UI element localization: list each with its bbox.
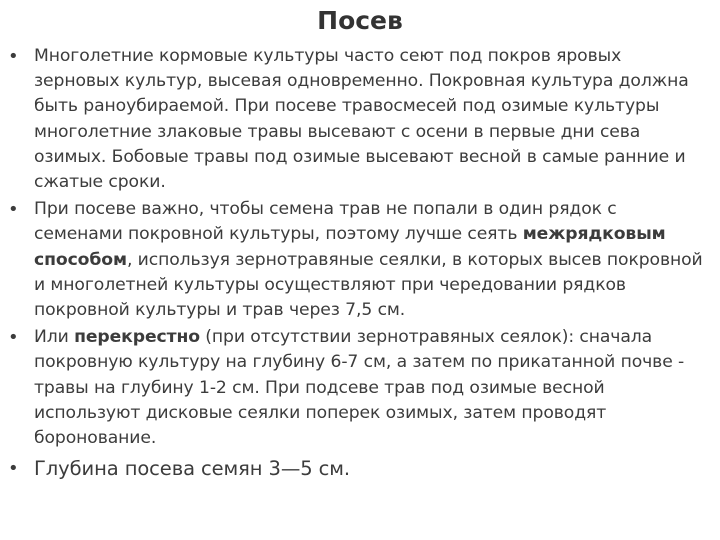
slide-title: Посев bbox=[317, 6, 403, 35]
bullet-text bbox=[34, 327, 684, 448]
bullet-item bbox=[8, 44, 708, 195]
bullet-text-part: При посеве важно, чтобы семена трав не попали в один рядок с семенами покровной культуры, поэтому лучше сеять bbox=[34, 199, 617, 245]
bullet-text bbox=[34, 199, 703, 320]
bullet-item bbox=[8, 325, 708, 451]
bullet-text-part: (при отсутствии зернотравяных сеялок): сначала покровную культуру на глубину 6-7 см, а затем по прикатанной почве - травы на глубину 1-2 см. При подсеве трав под озимые весной используют дисковые сеялки поперек озимых, затем проводят боронование. bbox=[34, 327, 685, 449]
bullet-item bbox=[8, 197, 708, 323]
bullet-bold-term: перекрестно bbox=[74, 327, 200, 348]
bullet-text-part: , используя зернотравяные сеялки, в которых высев покровной и многолетней культуры осуществляют при чередовании рядков покровной культуры и трав через 7,5 см. bbox=[34, 249, 703, 321]
bullet-item bbox=[8, 455, 708, 483]
bullet-dot-icon: • bbox=[8, 199, 19, 221]
bullet-dot-icon: • bbox=[8, 46, 19, 67]
bullet-dot-icon: • bbox=[8, 458, 19, 480]
bullet-bold-term: межрядковым способом bbox=[34, 224, 666, 270]
bullet-text: Глубина посева семян 3—5 см. bbox=[34, 457, 350, 481]
bullet-dot-icon: • bbox=[8, 327, 19, 349]
bullet-text-part: Или bbox=[34, 327, 75, 348]
bullet-list bbox=[8, 44, 708, 485]
bullet-text: Многолетние кормовые культуры часто сеют под покров яровых зерновых культур, высевая одновременно. Покровная культура должна быть раноубираемой. При посеве травосмесей под озимые культуры многолетние злаковые травы высевают с осени в первые дни сева озимых. Бобовые травы под озимые высевают весной в самые ранние и сжатые сроки. bbox=[34, 46, 689, 193]
